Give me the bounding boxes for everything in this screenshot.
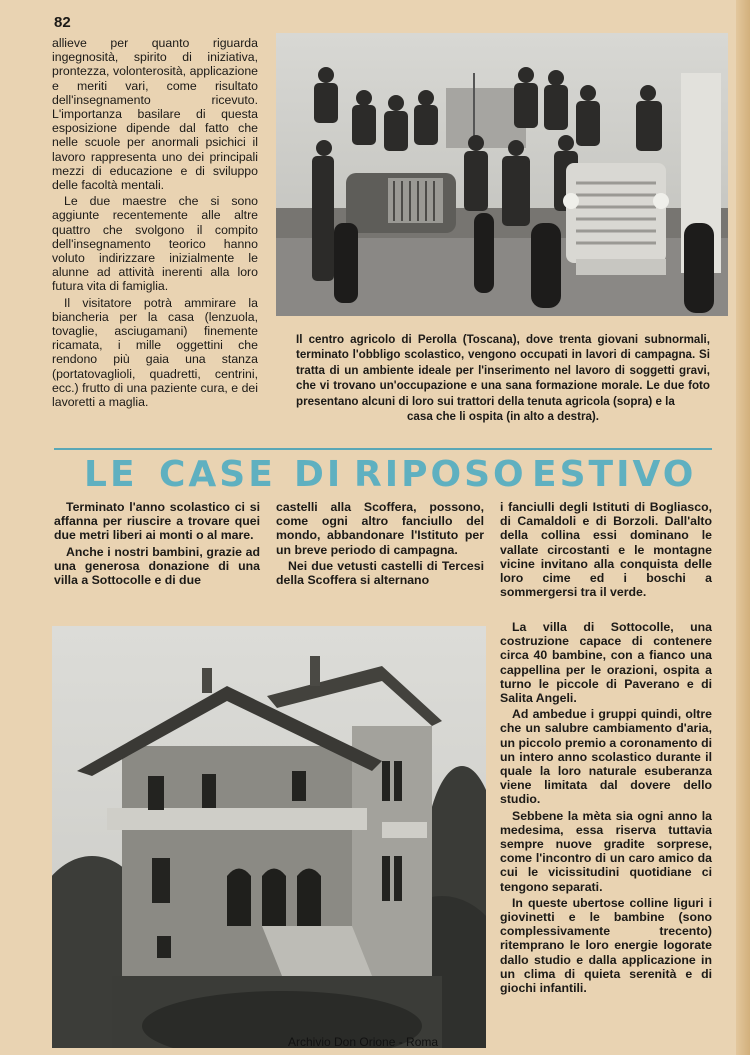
paragraph: In queste ubertose colline liguri i giovinetti e le bambine (sono complessivamente trecento) ritemprano le loro energie logorate dallo studio e dalla applicazione in un clima di quieta serenità e di giochi infantili. xyxy=(500,895,712,996)
paragraph: allieve per quanto riguarda ingegnosità, spirito di iniziativa, prontezza, volonterosità, applicazione e meriti vari, come risultato dell'insegnamento ricevuto. L'importanza basilare di questa esposizione dipende dal fatto che nelle scuole per anormali psichici il lavoro rappresenta uno dei principali mezzi di educazione e di sviluppo delle facoltà mentali. xyxy=(52,36,258,193)
page-number: 82 xyxy=(54,14,71,31)
villa-photo xyxy=(52,626,486,1048)
headline-word: CASE xyxy=(159,454,276,495)
paragraph: La villa di Sottocolle, una costruzione capace di contenere circa 40 bambine, con a fianco una cappellina per le orazioni, ospita a turno le piccole di Paverano e di Salita Angeli. xyxy=(500,620,712,706)
tractor-photo xyxy=(276,33,728,316)
caption-text: Il centro agricolo di Perolla (Toscana), dove trenta giovani subnormali, terminato l'obbligo scolastico, vengono occupati in lavori di campagna. Si tratta di un ambiente ideale per l'inserimento nel lavoro di soggetti gravi, che vi trovano un'occupazione e una sana formazione morale. Le due foto presentano alcuni di loro sui trattori della tenuta agricola (sopra) e la xyxy=(296,333,710,408)
section-headline xyxy=(54,452,714,498)
paragraph: Il visitatore potrà ammirare la biancheria per la casa (lenzuola, tovaglie, asciugamani) finemente ricamata, i mille oggettini che rendono più gaia una stanza (portatovaglioli, quadretti, centrini, ecc.) frutto di una paziente cura, e dei lavoretti a maglia. xyxy=(52,295,258,410)
headline-word: LE xyxy=(84,454,138,495)
archive-watermark: Archivio Don Orione - Roma xyxy=(288,1035,439,1049)
paragraph: castelli alla Scoffera, possono, come ogni altro fanciullo del mondo, abbandonare l'Istituto per un breve periodo di campagna. xyxy=(276,500,484,557)
article-column-1 xyxy=(54,500,260,589)
caption-last-line: casa che li ospita (in alto a destra). xyxy=(406,410,599,424)
paragraph: Ad ambedue i gruppi quindi, oltre che un salubre cambiamento d'aria, un piccolo premio a coronamento di un intero anno scolastico durante il quale la loro naturale esuberanza viene limitata dal dovere dello studio. xyxy=(500,707,712,807)
paragraph: Sebbene la mèta sia ogni anno la medesima, essa riserva tuttavia sempre nuove gradite sorprese, come l'incontro di un caro amico da cui le vicissitudini quotidiane ci tengono separati. xyxy=(500,808,712,894)
headline-word: DI xyxy=(294,454,344,495)
paragraph: i fanciulli degli Istituti di Bogliasco, di Camaldoli e di Borzoli. Dall'alto della collina essi dominano le vallate circostanti e le montagne vicine invitano alla conquista delle loro cime ed i boschi a sommergersi tra il verde. xyxy=(500,500,712,600)
headline-word: ESTIVO xyxy=(532,454,697,495)
paragraph: Anche i nostri bambini, grazie ad una generosa donazione di una villa a Sottocolle e di due xyxy=(54,544,260,588)
paragraph: Terminato l'anno scolastico ci si affanna per riuscire a trovare quei due metri liberi ai monti o al mare. xyxy=(54,500,260,543)
top-left-text xyxy=(52,36,258,411)
article-column-3-top xyxy=(500,500,712,601)
paragraph: Le due maestre che si sono aggiunte recentemente alle altre quattro che svolgono il compito dell'insegnamento teorico hanno voluto indirizzare inizialmente le alunne ad attività inerenti alla loro futura vita di famiglia. xyxy=(52,194,258,294)
article-column-3-bottom xyxy=(500,620,712,997)
photo-caption xyxy=(296,332,710,424)
page-edge xyxy=(736,0,750,1055)
paragraph: Nei due vetusti castelli di Tercesi della Scoffera si alternano xyxy=(276,558,484,588)
article-column-2 xyxy=(276,500,484,589)
headline-rule xyxy=(54,448,712,450)
headline-word: RIPOSO xyxy=(354,454,527,495)
